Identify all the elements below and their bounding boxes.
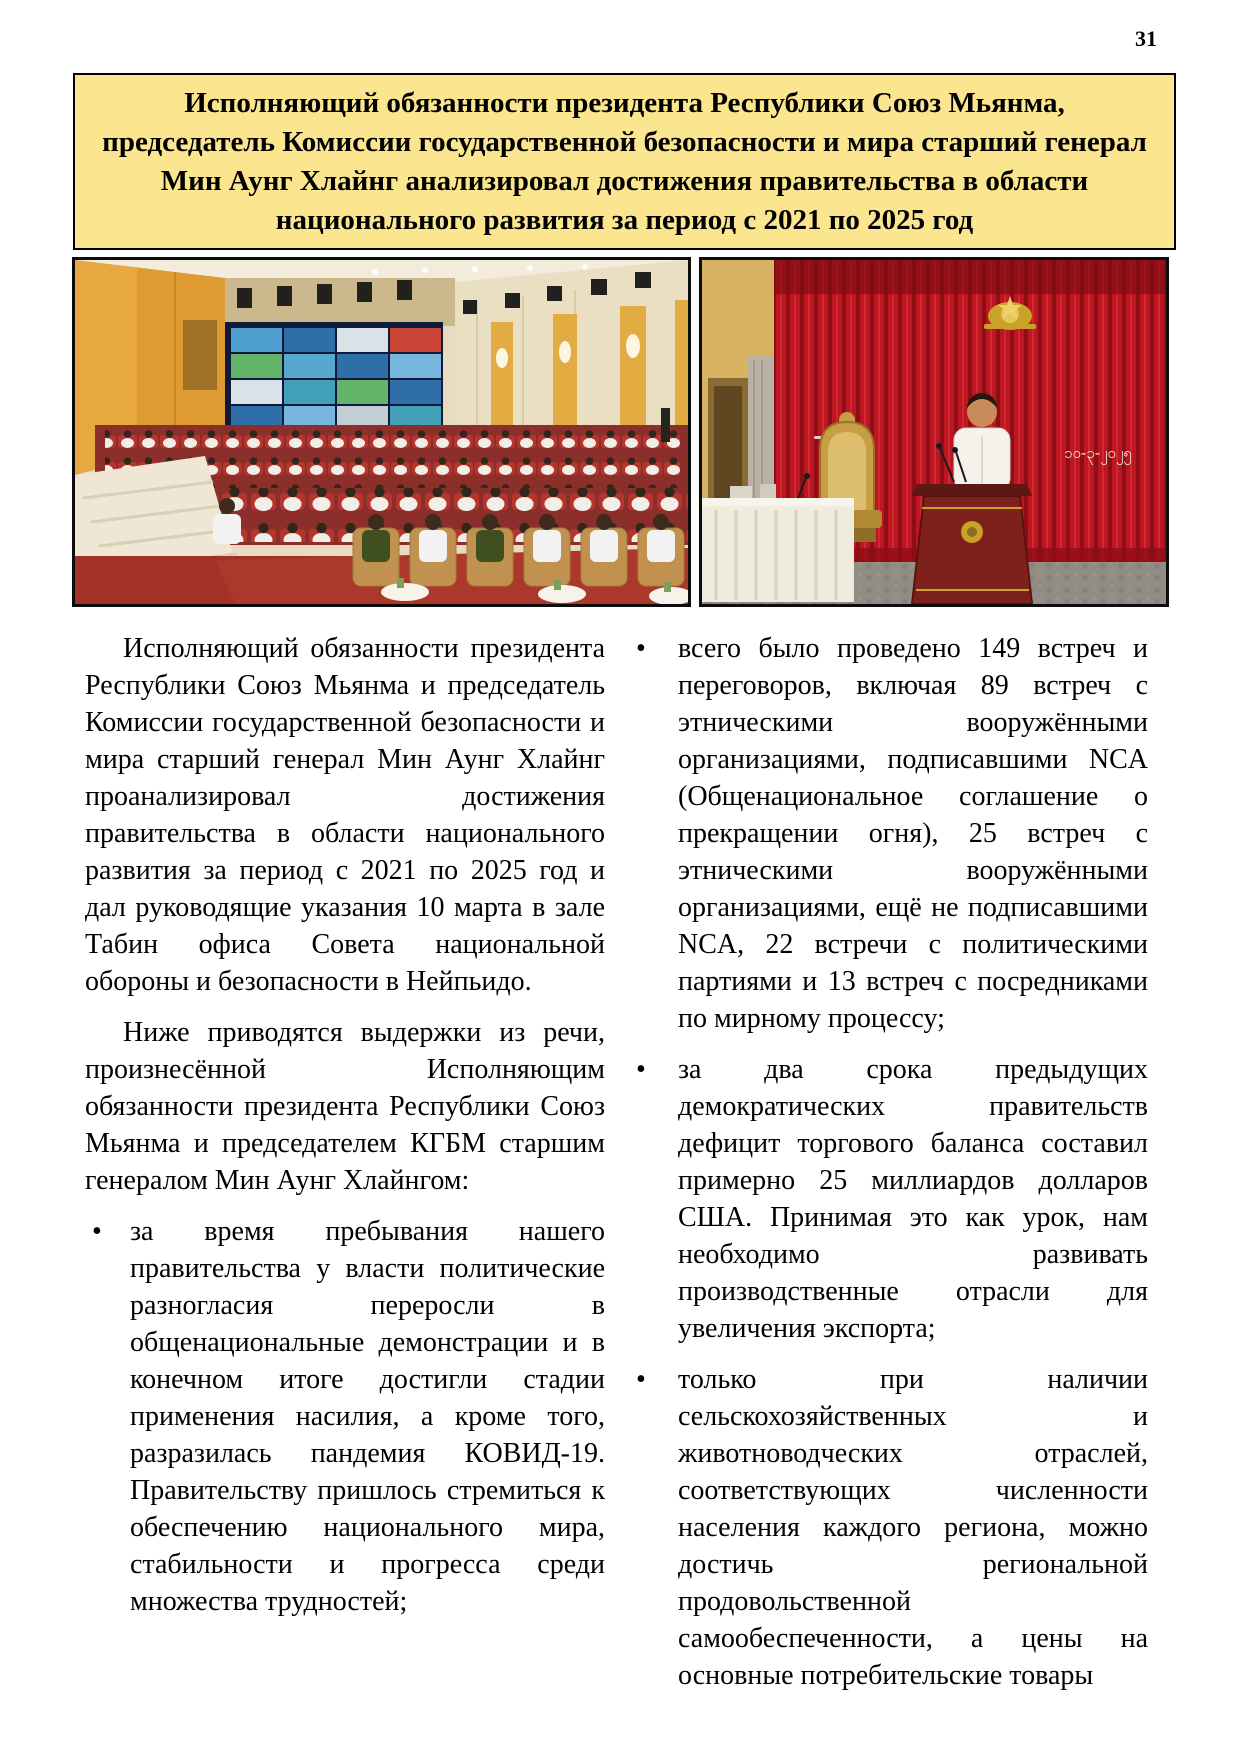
bullet-text: только при наличии сельскохозяйственных и животноводческих отраслей, соответствующих численности населения каждого региона, можно достичь региональной продовольственной самообеспеченности, а цены на основные потребительские товары xyxy=(678,1364,1148,1691)
bullet-item xyxy=(85,1213,605,1620)
speaker-boxes-left xyxy=(225,278,455,326)
bullet-marker: • xyxy=(636,633,646,664)
bullet-marker: • xyxy=(92,1216,102,1247)
standing-figure xyxy=(661,408,670,442)
article-right-column xyxy=(636,630,1148,1708)
stage-left-wall xyxy=(702,260,774,522)
intro-paragraph: Ниже приводятся выдержки из речи, произнесённой Исполняющим обязанности президента Республики Союз Мьянма и председателем КГБМ старшим генералом Мин Аунг Хлайнгом: xyxy=(85,1017,605,1196)
bullet-item xyxy=(636,630,1148,1037)
bullet-text: за время пребывания нашего правительства у власти политические разногласия переросли в общенациональные демонстрации и в конечном итоге достигли стадии применения насилия, а кроме того, разразилась пандемия КОВИД-19. Правительству пришлось стремиться к обеспечению национального мира, стабильности и прогресса среди множества трудностей; xyxy=(130,1216,605,1617)
stage-illustration xyxy=(702,260,1166,604)
left-bullet-list xyxy=(85,1213,605,1620)
bullet-text: за два срока предыдущих демократических правительств дефицит торгового баланса составил примерно 25 миллиардов долларов США. Принимая это как урок, нам необходимо развивать производственные отрасли для увеличения экспорта; xyxy=(678,1054,1148,1344)
curtain-date-text: ၁၀-၃-၂၀၂၅ xyxy=(1064,444,1132,462)
article-left-column xyxy=(85,630,605,1634)
headline-text: Исполняющий обязанности президента Республики Союз Мьянма, председатель Комиссии государственной безопасности и мира старший генерал Мин Аунг Хлайнг анализировал достижения правительства в области национального развития за период с 2021 по 2025 год xyxy=(102,86,1147,236)
lead-paragraph: Исполняющий обязанности президента Республики Союз Мьянма и председатель Комиссии государственной безопасности и мира старший генерал Мин Аунг Хлайнг проанализировал достижения правительства в области национального развития за период с 2021 по 2025 год и дал руководящие указания 10 марта в зале Табин офиса Совета национальной обороны и безопасности в Нейпьидо. xyxy=(85,633,605,997)
photo-stage-speaker xyxy=(699,257,1169,607)
bullet-marker: • xyxy=(636,1364,646,1395)
video-wall-screen xyxy=(225,322,443,436)
bullet-item xyxy=(636,1051,1148,1347)
page-number: 31 xyxy=(1135,26,1157,51)
bullet-text: всего было проведено 149 встреч и переговоров, включая 89 встреч с этническими вооружёнными организациями, подписавшими NCA (Общенациональное соглашение о прекращении огня), 25 встреч с этническими вооружёнными организациями, ещё не подписавшими NCA, 22 встречи с политическими партиями и 13 встреч с посредниками по мирному процессу; xyxy=(678,633,1148,1034)
bullet-item xyxy=(636,1361,1148,1694)
photo-auditorium xyxy=(72,257,691,607)
auditorium-illustration xyxy=(75,260,688,604)
headline-box xyxy=(73,73,1176,250)
bullet-marker: • xyxy=(636,1054,646,1085)
right-bullet-list xyxy=(636,630,1148,1694)
photo-strip xyxy=(72,257,1169,607)
